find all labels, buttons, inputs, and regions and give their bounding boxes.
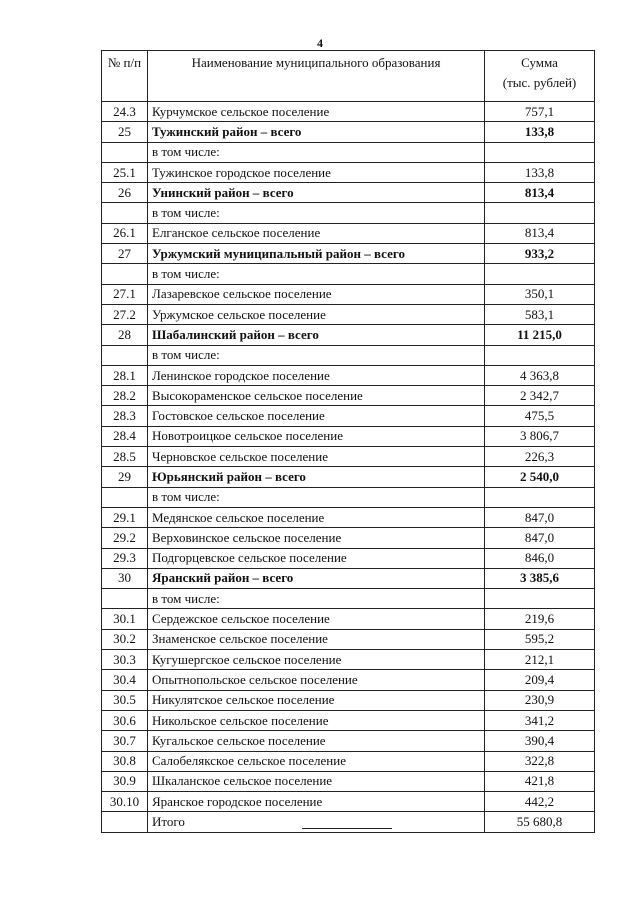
municipality-name: Яранский район – всего [148,568,485,588]
municipality-name: Никулятское сельское поселение [148,690,485,710]
subheading-row [102,487,595,507]
amount-cell: 322,8 [485,751,595,771]
municipality-name: Шабалинский район – всего [148,325,485,345]
amount-cell: 219,6 [485,609,595,629]
row-number: 28.4 [102,426,148,446]
municipality-name: Черновское сельское поселение [148,447,485,467]
municipality-name: Елганское сельское поселение [148,223,485,243]
amount-cell: 813,4 [485,223,595,243]
amount-cell: 212,1 [485,650,595,670]
row-number: 30.8 [102,751,148,771]
municipality-name: Новотроицкое сельское поселение [148,426,485,446]
municipality-name: Кугушергское сельское поселение [148,650,485,670]
municipality-name: Ленинское городское поселение [148,365,485,385]
district-total-row [102,467,595,487]
row-number [102,812,148,832]
row-number [102,264,148,284]
municipality-name: Тужинское городское поселение [148,162,485,182]
row-number [102,487,148,507]
table-row [102,284,595,304]
municipality-name: Верховинское сельское поселение [148,528,485,548]
amount-cell: 847,0 [485,507,595,527]
amount-cell [485,345,595,365]
row-number: 29 [102,467,148,487]
header-sum-line2: (тыс. рублей) [502,75,577,90]
row-number: 30.2 [102,629,148,649]
row-number: 26.1 [102,223,148,243]
table-row [102,162,595,182]
row-number: 30.1 [102,609,148,629]
amount-cell: 11 215,0 [485,325,595,345]
table-row [102,102,595,122]
row-number: 29.1 [102,507,148,527]
row-number: 30.5 [102,690,148,710]
row-number: 30.10 [102,792,148,812]
table-row [102,710,595,730]
municipality-name: в том числе: [148,589,485,609]
municipality-name: в том числе: [148,203,485,223]
amount-cell: 3 806,7 [485,426,595,446]
grand-total-row [102,812,595,832]
row-number: 30.4 [102,670,148,690]
municipality-name: Итого [148,812,485,832]
table-row [102,792,595,812]
table-row [102,365,595,385]
table-row [102,507,595,527]
subheading-row [102,589,595,609]
municipality-name: Уржумское сельское поселение [148,304,485,324]
row-number: 28 [102,325,148,345]
header-sum-line1: Сумма [521,55,558,70]
row-number [102,589,148,609]
row-number: 28.3 [102,406,148,426]
row-number: 30 [102,568,148,588]
table-row [102,771,595,791]
table-row [102,386,595,406]
amount-cell: 475,5 [485,406,595,426]
amount-cell [485,589,595,609]
municipality-name: Кугальское сельское поселение [148,731,485,751]
amount-cell: 390,4 [485,731,595,751]
table-row [102,751,595,771]
amount-cell: 813,4 [485,183,595,203]
district-total-row [102,568,595,588]
district-total-row [102,183,595,203]
footer-divider [302,828,392,829]
row-number: 29.2 [102,528,148,548]
municipality-name: Гостовское сельское поселение [148,406,485,426]
header-number: № п/п [102,51,148,102]
amount-cell: 2 540,0 [485,467,595,487]
district-total-row [102,122,595,142]
table-row [102,690,595,710]
row-number: 30.6 [102,710,148,730]
amount-cell: 133,8 [485,122,595,142]
amount-cell [485,264,595,284]
table-row [102,670,595,690]
row-number: 28.2 [102,386,148,406]
row-number: 30.7 [102,731,148,751]
row-number: 27 [102,244,148,264]
municipality-name: Лазаревское сельское поселение [148,284,485,304]
row-number: 25 [102,122,148,142]
header-sum [485,51,595,102]
table-row [102,609,595,629]
municipality-name: Унинский район – всего [148,183,485,203]
amount-cell: 230,9 [485,690,595,710]
table-row [102,629,595,649]
municipality-name: в том числе: [148,142,485,162]
municipality-name: Медянское сельское поселение [148,507,485,527]
row-number: 24.3 [102,102,148,122]
amount-cell: 350,1 [485,284,595,304]
subheading-row [102,203,595,223]
amount-cell: 209,4 [485,670,595,690]
row-number: 28.1 [102,365,148,385]
table-row [102,731,595,751]
amount-cell: 933,2 [485,244,595,264]
header-name: Наименование муниципального образования [148,51,485,102]
municipality-name: Тужинский район – всего [148,122,485,142]
subheading-row [102,345,595,365]
amount-cell: 55 680,8 [485,812,595,832]
table-body [102,102,595,833]
municipality-name: Подгорцевское сельское поселение [148,548,485,568]
table-row [102,548,595,568]
municipality-name: Знаменское сельское поселение [148,629,485,649]
municipality-name: Салобелякское сельское поселение [148,751,485,771]
amount-cell: 226,3 [485,447,595,467]
amount-cell: 421,8 [485,771,595,791]
table-row [102,406,595,426]
row-number: 27.1 [102,284,148,304]
amount-cell: 846,0 [485,548,595,568]
amount-cell: 442,2 [485,792,595,812]
municipality-name: Уржумский муниципальный район – всего [148,244,485,264]
municipality-name: в том числе: [148,487,485,507]
municipality-name: в том числе: [148,264,485,284]
row-number: 29.3 [102,548,148,568]
municipality-name: Курчумское сельское поселение [148,102,485,122]
municipality-name: Сердежское сельское поселение [148,609,485,629]
table-row [102,426,595,446]
subheading-row [102,264,595,284]
row-number [102,142,148,162]
municipality-name: Юрьянский район – всего [148,467,485,487]
amount-cell [485,487,595,507]
municipality-name: Яранское городское поселение [148,792,485,812]
table-row [102,304,595,324]
amount-cell: 4 363,8 [485,365,595,385]
page-number: 4 [317,36,323,50]
district-total-row [102,325,595,345]
amount-cell: 2 342,7 [485,386,595,406]
municipality-name: в том числе: [148,345,485,365]
amount-cell: 757,1 [485,102,595,122]
subheading-row [102,142,595,162]
amount-cell: 847,0 [485,528,595,548]
amount-cell: 3 385,6 [485,568,595,588]
row-number [102,203,148,223]
row-number: 28.5 [102,447,148,467]
table-row [102,223,595,243]
row-number: 25.1 [102,162,148,182]
municipality-name: Никольское сельское поселение [148,710,485,730]
amount-cell: 595,2 [485,629,595,649]
row-number: 26 [102,183,148,203]
row-number: 30.3 [102,650,148,670]
municipality-name: Опытнопольское сельское поселение [148,670,485,690]
table-header-row [102,51,595,102]
municipality-name: Высокораменское сельское поселение [148,386,485,406]
amount-cell: 341,2 [485,710,595,730]
row-number: 30.9 [102,771,148,791]
amount-cell: 583,1 [485,304,595,324]
row-number: 27.2 [102,304,148,324]
amount-cell: 133,8 [485,162,595,182]
table-row [102,447,595,467]
table-row [102,650,595,670]
municipality-name: Шкаланское сельское поселение [148,771,485,791]
amount-cell [485,142,595,162]
amount-cell [485,203,595,223]
table-row [102,528,595,548]
allocation-table [101,50,595,833]
row-number [102,345,148,365]
district-total-row [102,244,595,264]
